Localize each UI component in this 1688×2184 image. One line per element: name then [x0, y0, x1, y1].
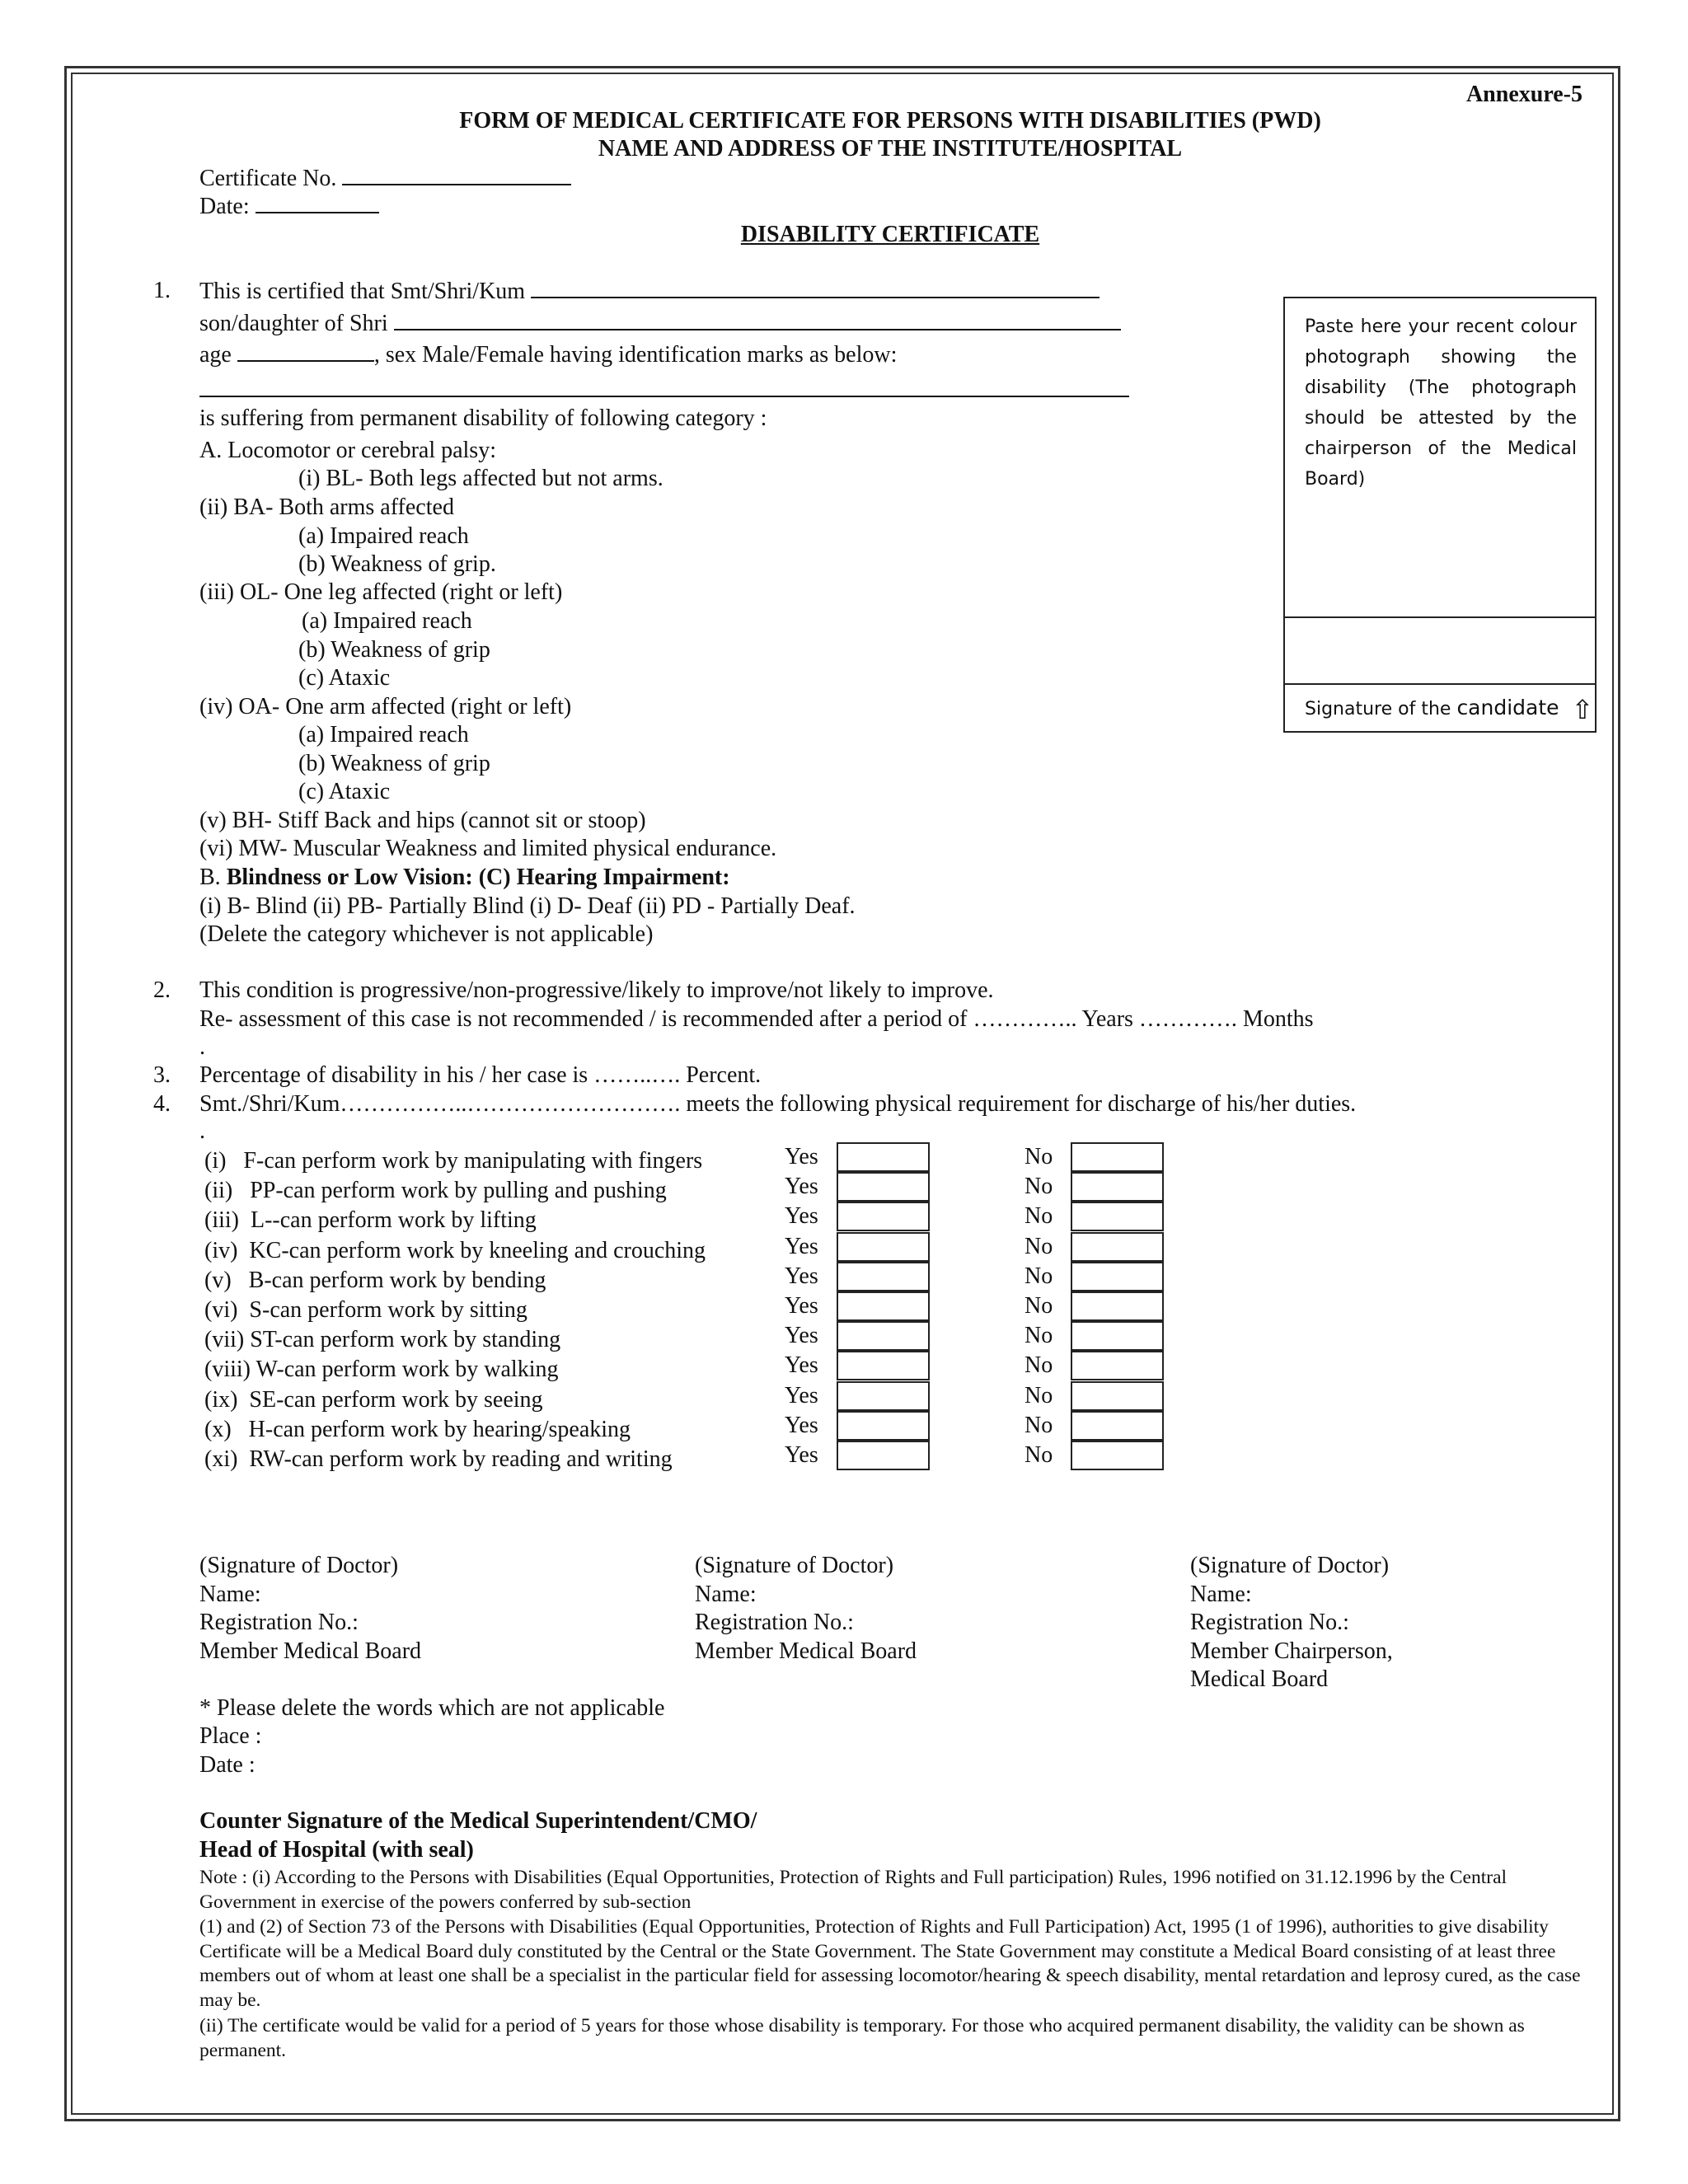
yes-label: Yes [785, 1413, 818, 1438]
no-checkbox[interactable] [1071, 1262, 1164, 1291]
section-2-dot: . [199, 1034, 205, 1060]
note-3: (ii) The certificate would be valid for a period of 5 years for those whose disability is temporary. For those who acquired permanent disability, the validity can be shown as permanent. [199, 2015, 1525, 2061]
category-b-heading: Blindness or Low Vision: (C) Hearing Impairment: [226, 865, 730, 890]
parent-name-field[interactable] [394, 309, 1121, 330]
no-label: No [1025, 1203, 1053, 1229]
section-1-line-3 [199, 340, 897, 369]
certificate-no-field[interactable] [342, 164, 571, 185]
no-label: No [1025, 1263, 1053, 1289]
category-oa-c: (c) Ataxic [298, 779, 391, 804]
candidate-name-field[interactable] [531, 277, 1100, 298]
category-ol-a: (a) Impaired reach [302, 608, 472, 634]
sig-1-title: (Signature of Doctor) [199, 1553, 399, 1578]
yes-checkbox[interactable] [837, 1142, 930, 1172]
no-label: No [1025, 1144, 1053, 1169]
certificate-heading: DISABILITY CERTIFICATE [740, 222, 1040, 247]
no-label: No [1025, 1234, 1053, 1259]
date-label: Date: [199, 194, 250, 219]
date-field[interactable] [256, 192, 379, 213]
requirement-label: (ix) SE-can perform work by seeing [204, 1387, 543, 1413]
category-ba: (ii) BA- Both arms affected [199, 494, 454, 520]
sig-2-role: Member Medical Board [695, 1638, 917, 1664]
no-label: No [1025, 1352, 1053, 1378]
no-checkbox[interactable] [1071, 1441, 1164, 1470]
yes-label: Yes [785, 1293, 818, 1319]
yes-checkbox[interactable] [837, 1381, 930, 1411]
category-oa-b: (b) Weakness of grip [298, 751, 490, 776]
yes-label: Yes [785, 1383, 818, 1408]
category-b-prefix: B. [199, 865, 227, 890]
yes-label: Yes [785, 1174, 818, 1199]
category-mw: (vi) MW- Muscular Weakness and limited physical endurance. [199, 836, 777, 861]
form-title: FORM OF MEDICAL CERTIFICATE FOR PERSONS WITH DISABILITIES (PWD) [459, 108, 1321, 134]
identification-marks-field[interactable] [199, 396, 1129, 397]
yes-label: Yes [785, 1203, 818, 1229]
no-checkbox[interactable] [1071, 1321, 1164, 1351]
condition-line: This condition is progressive/non-progressive/likely to improve/not likely to improve. [199, 977, 994, 1003]
no-checkbox[interactable] [1071, 1142, 1164, 1172]
photo-instructions: Paste here your recent colour photograph showing the disability (The photograph should be attested by the chairperson of the Medical Board) [1305, 316, 1577, 490]
category-ba-a: (a) Impaired reach [298, 523, 469, 549]
no-label: No [1025, 1442, 1053, 1468]
no-checkbox[interactable] [1071, 1291, 1164, 1321]
note-2: (1) and (2) of Section 73 of the Persons with Disabilities (Equal Opportunities, Protection of Rights and Full Participation) Act, 1995 (1 of 1996), authorities to give disability Certificate will be a Medical Board duly constituted by the Central or the State Government. The State Government may constitute a Medical Board consisting of at least three members out of whom at least one shall be a specialist in the particular field for assessing locomotor/hearing & speech disability, mental retardation and leprosy cured, as the case may be. [199, 1916, 1581, 2011]
yes-label: Yes [785, 1352, 818, 1378]
category-oa-a: (a) Impaired reach [298, 722, 469, 748]
signature-prefix: Signature of the [1305, 699, 1451, 719]
parent-label: son/daughter of Shri [199, 311, 388, 336]
yes-label: Yes [785, 1323, 818, 1348]
category-b [199, 864, 730, 892]
requirement-label: (iv) KC-can perform work by kneeling and crouching [204, 1238, 706, 1263]
requirement-line: Smt./Shri/Kum……………..………………………. meets the following physical requirement for discharge of his/her duties. [199, 1091, 1357, 1117]
requirement-label: (ii) PP-can perform work by pulling and pushing [204, 1178, 667, 1203]
section-2-number: 2. [153, 977, 171, 1003]
yes-label: Yes [785, 1263, 818, 1289]
candidate-signature-label [1305, 694, 1593, 724]
date-row [199, 192, 379, 221]
age-field[interactable] [237, 340, 374, 362]
yes-checkbox[interactable] [837, 1321, 930, 1351]
no-label: No [1025, 1174, 1053, 1199]
sig-3-role-2: Medical Board [1190, 1666, 1329, 1692]
certificate-no-row [199, 164, 571, 193]
yes-checkbox[interactable] [837, 1262, 930, 1291]
category-bl: (i) BL- Both legs affected but not arms. [298, 466, 663, 491]
photo-divider [1285, 616, 1595, 618]
category-a: A. Locomotor or cerebral palsy: [199, 438, 496, 463]
certificate-no-label: Certificate No. [199, 166, 337, 191]
no-checkbox[interactable] [1071, 1232, 1164, 1262]
category-b-items: (i) B- Blind (ii) PB- Partially Blind (i) D- Deaf (ii) PD - Partially Deaf. [199, 893, 856, 919]
category-bh: (v) BH- Stiff Back and hips (cannot sit or stoop) [199, 808, 646, 833]
counter-signature-line-1: Counter Signature of the Medical Superintendent/CMO/ [199, 1808, 757, 1834]
requirement-label: (x) H-can perform work by hearing/speaking [204, 1417, 631, 1442]
yes-label: Yes [785, 1144, 818, 1169]
sig-2-title: (Signature of Doctor) [695, 1553, 894, 1578]
yes-checkbox[interactable] [837, 1351, 930, 1380]
footer-date-label: Date : [199, 1752, 256, 1778]
delete-words-note: * Please delete the words which are not applicable [199, 1695, 665, 1721]
counter-signature-line-2: Head of Hospital (with seal) [199, 1837, 474, 1863]
sig-3-name: Name: [1190, 1582, 1252, 1607]
requirement-label: (vi) S-can perform work by sitting [204, 1297, 528, 1323]
no-label: No [1025, 1323, 1053, 1348]
no-label: No [1025, 1383, 1053, 1408]
requirement-label: (iii) L--can perform work by lifting [204, 1207, 537, 1233]
no-label: No [1025, 1293, 1053, 1319]
place-label: Place : [199, 1723, 262, 1749]
sex-marks-label: , sex Male/Female having identification marks as below: [373, 342, 898, 368]
requirement-label: (i) F-can perform work by manipulating with fingers [204, 1148, 703, 1174]
form-subtitle: NAME AND ADDRESS OF THE INSTITUTE/HOSPITAL [598, 136, 1183, 162]
yes-checkbox[interactable] [837, 1411, 930, 1441]
up-arrow-icon: ⇧ [1571, 694, 1594, 725]
requirement-label: (v) B-can perform work by bending [204, 1268, 546, 1293]
category-ba-b: (b) Weakness of grip. [298, 551, 496, 577]
yes-checkbox[interactable] [837, 1232, 930, 1262]
section-1-line-5: is suffering from permanent disability of following category : [199, 405, 767, 431]
age-label: age [199, 342, 232, 368]
yes-label: Yes [785, 1442, 818, 1468]
no-label: No [1025, 1413, 1053, 1438]
delete-category-note: (Delete the category whichever is not applicable) [199, 921, 654, 947]
no-checkbox[interactable] [1071, 1411, 1164, 1441]
section-1-number: 1. [153, 278, 171, 303]
annexure-label: Annexure-5 [1465, 82, 1582, 107]
sig-3-reg: Registration No.: [1190, 1610, 1349, 1635]
percentage-line: Percentage of disability in his / her case is ……..…. Percent. [199, 1062, 762, 1088]
requirement-label: (viii) W-can perform work by walking [204, 1357, 559, 1382]
sig-3-title: (Signature of Doctor) [1190, 1553, 1390, 1578]
requirement-label: (xi) RW-can perform work by reading and writing [204, 1446, 673, 1472]
sig-1-name: Name: [199, 1582, 261, 1607]
no-checkbox[interactable] [1071, 1202, 1164, 1231]
signature-word: candidate [1456, 696, 1559, 719]
yes-label: Yes [785, 1234, 818, 1259]
no-checkbox[interactable] [1071, 1351, 1164, 1380]
yes-checkbox[interactable] [837, 1441, 930, 1470]
certified-label: This is certified that Smt/Shri/Kum [199, 279, 526, 304]
no-checkbox[interactable] [1071, 1172, 1164, 1202]
section-3-number: 3. [153, 1062, 171, 1088]
category-ol-b: (b) Weakness of grip [298, 637, 490, 663]
category-ol: (iii) OL- One leg affected (right or left) [199, 579, 563, 605]
section-1-line-1 [199, 277, 1100, 306]
sig-1-reg: Registration No.: [199, 1610, 359, 1635]
section-4-dot: . [199, 1118, 205, 1144]
yes-checkbox[interactable] [837, 1172, 930, 1202]
sig-3-role: Member Chairperson, [1190, 1638, 1393, 1664]
category-ol-c: (c) Ataxic [298, 665, 391, 691]
reassessment-line: Re- assessment of this case is not recommended / is recommended after a period of ………….. Years …………. Months [199, 1006, 1314, 1032]
sig-2-reg: Registration No.: [695, 1610, 854, 1635]
yes-checkbox[interactable] [837, 1202, 930, 1231]
section-4-number: 4. [153, 1091, 171, 1117]
requirement-label: (vii) ST-can perform work by standing [204, 1327, 561, 1352]
category-oa: (iv) OA- One arm affected (right or left) [199, 694, 572, 719]
section-1-line-2 [199, 309, 1121, 338]
sig-1-role: Member Medical Board [199, 1638, 422, 1664]
photo-box[interactable] [1283, 297, 1597, 733]
sig-2-name: Name: [695, 1582, 757, 1607]
no-checkbox[interactable] [1071, 1381, 1164, 1411]
signature-divider [1285, 683, 1595, 685]
yes-checkbox[interactable] [837, 1291, 930, 1321]
note-1: Note : (i) According to the Persons with Disabilities (Equal Opportunities, Protection of Rights and Full participation) Rules, 1996 notified on 31.12.1996 by the Central Government in exercise of the powers conferred by sub-section [199, 1867, 1507, 1913]
